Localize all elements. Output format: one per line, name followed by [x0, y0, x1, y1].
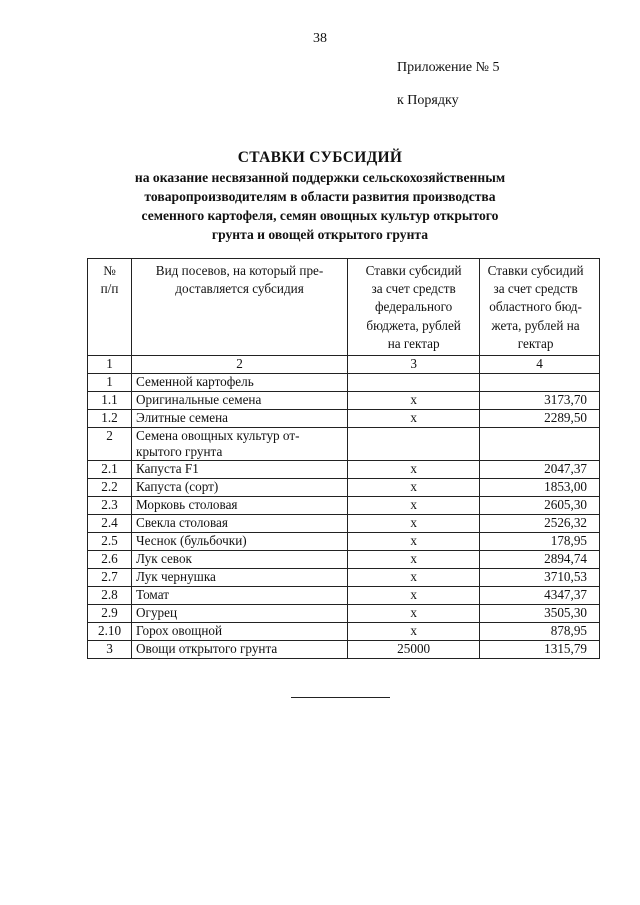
row-crop-type — [132, 410, 348, 428]
column-number: 2 — [132, 356, 348, 374]
row-number: 2.10 — [88, 623, 132, 641]
row-federal-rate: х — [348, 623, 480, 641]
row-crop-type — [132, 641, 348, 659]
row-number: 2.8 — [88, 587, 132, 605]
table-row — [88, 551, 600, 569]
row-crop-type — [132, 533, 348, 551]
crop-type-line: Свекла столовая — [136, 515, 228, 531]
table-row — [88, 533, 600, 551]
row-number: 2.5 — [88, 533, 132, 551]
row-regional-rate — [480, 428, 600, 461]
row-regional-rate: 2894,74 — [480, 551, 600, 569]
row-federal-rate: х — [348, 551, 480, 569]
header-line: федерального — [375, 299, 453, 315]
header-line: областного бюд- — [489, 299, 582, 315]
table-row — [88, 587, 600, 605]
row-crop-type — [132, 623, 348, 641]
crop-type-line: Чеснок (бульбочки) — [136, 533, 247, 549]
row-federal-rate — [348, 428, 480, 461]
crop-type-line: Лук чернушка — [136, 569, 216, 585]
row-federal-rate — [348, 374, 480, 392]
crop-type-line: Лук севок — [136, 551, 192, 567]
row-regional-rate: 4347,37 — [480, 587, 600, 605]
table-row — [88, 410, 600, 428]
row-regional-rate: 2047,37 — [480, 461, 600, 479]
row-number: 2.2 — [88, 479, 132, 497]
row-regional-rate: 878,95 — [480, 623, 600, 641]
row-number: 2 — [88, 428, 132, 461]
table-body — [88, 374, 600, 659]
row-number: 2.1 — [88, 461, 132, 479]
row-crop-type — [132, 587, 348, 605]
row-regional-rate: 2526,32 — [480, 515, 600, 533]
subsidy-rates-table — [87, 258, 600, 659]
row-regional-rate: 1315,79 — [480, 641, 600, 659]
crop-type-line: Элитные семена — [136, 410, 229, 426]
order-reference: к Порядку — [397, 93, 459, 108]
table-row — [88, 641, 600, 659]
document-title — [0, 149, 640, 244]
page-number: 38 — [313, 31, 327, 46]
table-row — [88, 569, 600, 587]
crop-type-line: Горох овощной — [136, 623, 223, 639]
table-row — [88, 497, 600, 515]
crop-type-line: Морковь столовая — [136, 497, 238, 513]
table-row — [88, 392, 600, 410]
column-number-row — [88, 356, 600, 374]
title-subtitle — [0, 168, 640, 244]
row-crop-type — [132, 461, 348, 479]
row-federal-rate: х — [348, 587, 480, 605]
row-number: 2.3 — [88, 497, 132, 515]
row-number: 2.9 — [88, 605, 132, 623]
column-number: 3 — [348, 356, 480, 374]
crop-type-line: Капуста (сорт) — [136, 479, 219, 495]
table-row — [88, 623, 600, 641]
row-federal-rate: х — [348, 533, 480, 551]
row-regional-rate: 2605,30 — [480, 497, 600, 515]
subtitle-line: на оказание несвязанной поддержки сельскохозяйственным — [134, 170, 506, 185]
header-crop-type — [132, 259, 348, 356]
row-number: 1.1 — [88, 392, 132, 410]
subtitle-line: товаропроизводителям в области развития производства — [144, 189, 496, 204]
table-row — [88, 605, 600, 623]
header-line: доставляется субсидия — [175, 281, 304, 297]
row-crop-type — [132, 569, 348, 587]
title-main: СТАВКИ СУБСИДИЙ — [237, 149, 403, 166]
row-regional-rate: 3505,30 — [480, 605, 600, 623]
row-regional-rate: 1853,00 — [480, 479, 600, 497]
end-divider — [291, 697, 390, 698]
row-regional-rate: 2289,50 — [480, 410, 600, 428]
subtitle-line: грунта и овощей открытого грунта — [211, 227, 429, 242]
row-federal-rate: 25000 — [348, 641, 480, 659]
header-line: на гектар — [387, 335, 440, 351]
table-row — [88, 479, 600, 497]
column-number: 4 — [480, 356, 600, 374]
header-line: жета, рублей на — [491, 317, 580, 333]
table-row — [88, 461, 600, 479]
crop-type-line: крытого грунта — [136, 444, 223, 460]
row-regional-rate: 178,95 — [480, 533, 600, 551]
row-crop-type — [132, 392, 348, 410]
header-line: № — [103, 263, 116, 278]
crop-type-line: Оригинальные семена — [136, 392, 262, 408]
row-crop-type — [132, 428, 348, 461]
row-federal-rate: х — [348, 392, 480, 410]
crop-type-line: Семенной картофель — [136, 374, 254, 390]
row-crop-type — [132, 551, 348, 569]
table-row — [88, 374, 600, 392]
header-line: Вид посевов, на который пре- — [155, 263, 324, 278]
crop-type-line: Томат — [136, 587, 169, 603]
header-line: бюджета, рублей — [366, 317, 461, 333]
header-line: за счет средств — [493, 281, 578, 297]
row-number: 2.7 — [88, 569, 132, 587]
row-number: 3 — [88, 641, 132, 659]
row-number: 1.2 — [88, 410, 132, 428]
row-number: 2.6 — [88, 551, 132, 569]
row-federal-rate: х — [348, 605, 480, 623]
subtitle-line: семенного картофеля, семян овощных культур открытого — [141, 208, 499, 223]
header-line: гектар — [517, 335, 554, 351]
row-federal-rate: х — [348, 515, 480, 533]
row-regional-rate: 3173,70 — [480, 392, 600, 410]
header-number — [88, 259, 132, 356]
table-row — [88, 428, 600, 461]
row-crop-type — [132, 497, 348, 515]
header-line: п/п — [100, 281, 119, 297]
column-number: 1 — [88, 356, 132, 374]
header-line: Ставки субсидий — [365, 263, 462, 278]
row-number: 2.4 — [88, 515, 132, 533]
header-line: за счет средств — [371, 281, 456, 297]
crop-type-line: Капуста F1 — [136, 461, 199, 477]
header-federal-rate — [348, 259, 480, 356]
table-header-row — [88, 259, 600, 356]
row-federal-rate: х — [348, 479, 480, 497]
row-crop-type — [132, 479, 348, 497]
row-number: 1 — [88, 374, 132, 392]
row-crop-type — [132, 374, 348, 392]
row-regional-rate — [480, 374, 600, 392]
appendix-label: Приложение № 5 — [397, 60, 500, 75]
row-crop-type — [132, 515, 348, 533]
row-crop-type — [132, 605, 348, 623]
crop-type-line: Овощи открытого грунта — [136, 641, 278, 657]
header-line: Ставки субсидий — [487, 263, 584, 278]
row-federal-rate: х — [348, 497, 480, 515]
header-regional-rate — [480, 259, 600, 356]
row-federal-rate: х — [348, 461, 480, 479]
row-regional-rate: 3710,53 — [480, 569, 600, 587]
table-row — [88, 515, 600, 533]
crop-type-line: Семена овощных культур от- — [136, 428, 300, 444]
row-federal-rate: х — [348, 410, 480, 428]
crop-type-line: Огурец — [136, 605, 178, 621]
row-federal-rate: х — [348, 569, 480, 587]
